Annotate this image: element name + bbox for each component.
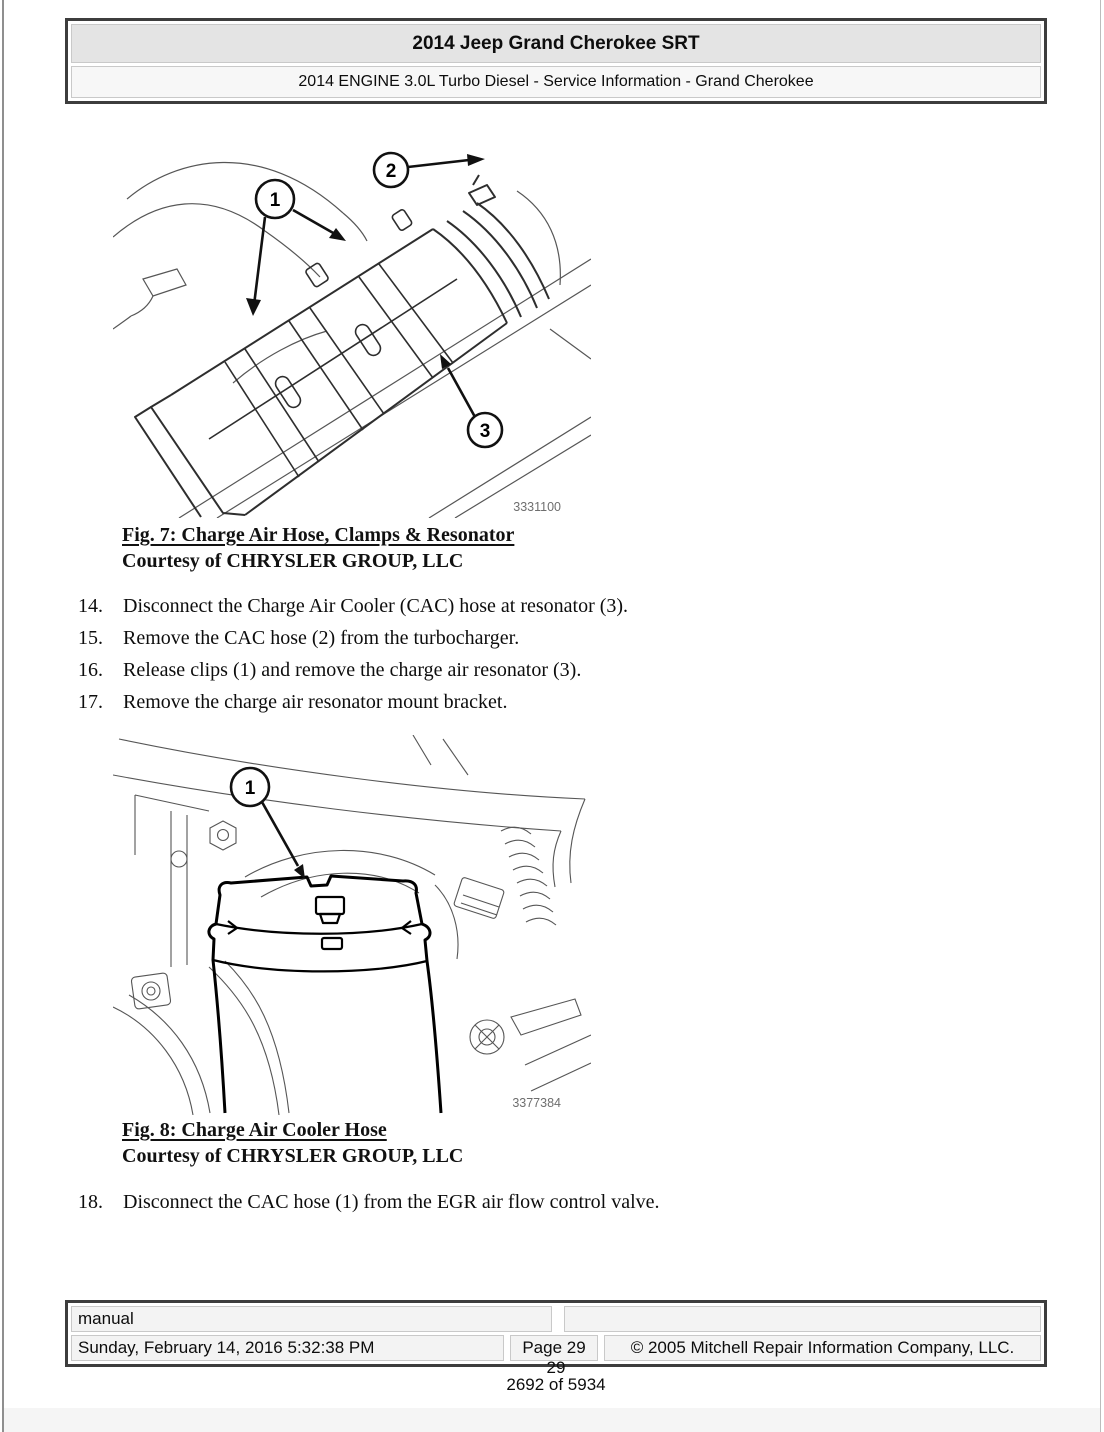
figure-8-caption-title: Fig. 8: Charge Air Cooler Hose: [122, 1119, 387, 1141]
fig8-cac-hose: [209, 876, 441, 1113]
fig7-resonator-assembly: [135, 175, 549, 517]
step-15-number: 15.: [78, 627, 103, 649]
fig8-background-lines: [113, 735, 591, 1115]
step-14: [78, 596, 1038, 617]
step-17: [78, 692, 1038, 713]
document-subtitle: 2014 ENGINE 3.0L Turbo Diesel - Service Information - Grand Cherokee: [71, 66, 1041, 98]
callout-2-label: 2: [385, 161, 397, 182]
step-17-number: 17.: [78, 691, 103, 713]
procedure-steps-14-17: [78, 596, 1038, 724]
page-left-border: [2, 0, 4, 1432]
footer-row-1: [71, 1306, 1041, 1332]
fig7-callouts: [256, 153, 502, 447]
footer-timestamp: Sunday, February 14, 2016 5:32:38 PM: [71, 1335, 504, 1361]
step-16-number: 16.: [78, 659, 103, 681]
step-14-text: Disconnect the Charge Air Cooler (CAC) hose at resonator (3).: [123, 595, 629, 617]
fig8-callout-arrows: [262, 802, 305, 879]
fig8-stock-number: 3377384: [512, 1096, 561, 1110]
step-18-text: Disconnect the CAC hose (1) from the EGR air flow control valve.: [123, 1191, 660, 1213]
fig8-callouts: [231, 768, 269, 806]
step-15-text: Remove the CAC hose (2) from the turbocharger.: [123, 627, 520, 649]
page-right-border: [1100, 0, 1101, 1432]
page-number: 29: [546, 1358, 566, 1377]
fig7-stock-number: 3331100: [513, 500, 561, 514]
document-header: [65, 18, 1047, 104]
sheet-position: 2692 of 5934: [506, 1375, 606, 1394]
figure-7-diagram: [113, 133, 591, 518]
step-15: [78, 628, 1038, 649]
footer-doc-name: manual: [71, 1306, 552, 1332]
figure-7-caption-title: Fig. 7: Charge Air Hose, Clamps & Resonator: [122, 524, 515, 546]
callout-1-label: 1: [269, 190, 281, 211]
procedure-steps-18: [78, 1192, 1038, 1224]
step-17-text: Remove the charge air resonator mount bracket.: [123, 691, 508, 713]
document-title: 2014 Jeep Grand Cherokee SRT: [71, 24, 1041, 63]
fig7-clamp-bands: [209, 209, 457, 477]
footer-copyright: © 2005 Mitchell Repair Information Company, LLC.: [604, 1335, 1041, 1361]
footer-blank-cell: [564, 1306, 1041, 1332]
figure-7-caption: [122, 522, 514, 574]
step-14-number: 14.: [78, 595, 103, 617]
document-footer: [65, 1300, 1047, 1367]
step-16-text: Release clips (1) and remove the charge air resonator (3).: [123, 659, 582, 681]
callout-3-label: 3: [479, 421, 491, 442]
callout-1-label: 1: [244, 778, 256, 799]
step-18: [78, 1192, 1038, 1213]
figure-8-caption: [122, 1117, 463, 1169]
footer-page-label: Page 29: [510, 1335, 598, 1361]
page-bottom-margin: [4, 1408, 1100, 1432]
figure-8-caption-credit: Courtesy of CHRYSLER GROUP, LLC: [122, 1145, 464, 1167]
step-18-number: 18.: [78, 1191, 103, 1213]
figure-8-diagram: [113, 735, 591, 1115]
figure-7-caption-credit: Courtesy of CHRYSLER GROUP, LLC: [122, 550, 464, 572]
step-16: [78, 660, 1038, 681]
fig7-background-lines: [113, 162, 591, 518]
